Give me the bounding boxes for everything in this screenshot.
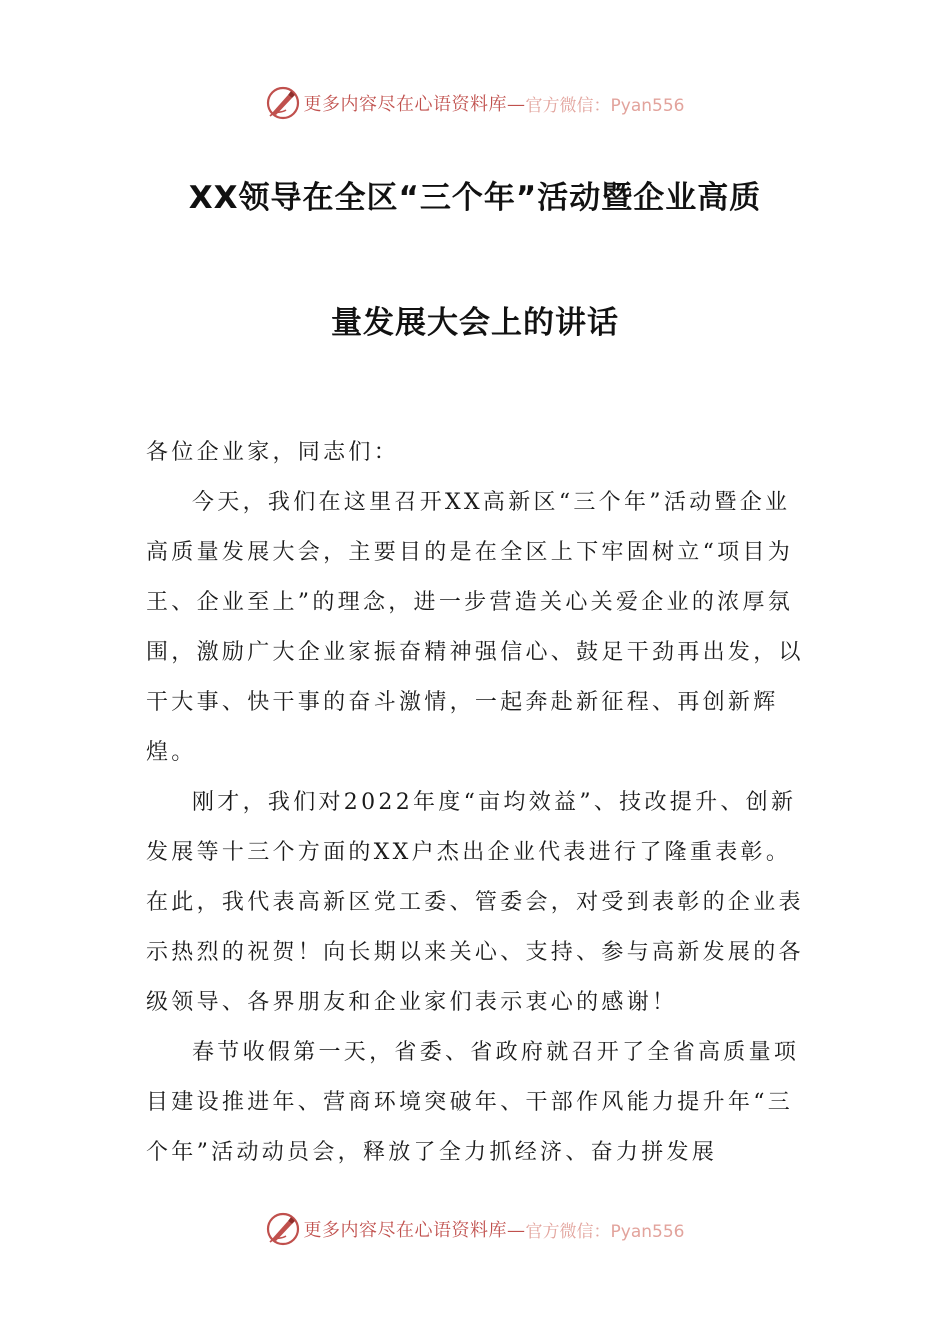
brand-text: 更多内容尽在心语资料库—: [303, 1220, 526, 1241]
paragraph-3: 春节收假第一天，省委、省政府就召开了全省高质量项目建设推进年、营商环境突破年、干部作风能力提升年“三个年”活动动员会，释放了全力抓经济、奋力拼发展: [146, 1040, 800, 1165]
document-title-line-2: 量发展大会上的讲话: [331, 305, 619, 341]
footer-banner: [0, 1209, 950, 1249]
paragraph-1: 今天，我们在这里召开XX高新区“三个年”活动暨企业高质量发展大会，主要目的是在全区上下牢固树立“项目为王、企业至上”的理念，进一步营造关心关爱企业的浓厚氛围，激励广大企业家振奋精神强信心、鼓足干劲再出发，以干大事、快干事的奋斗激情，一起奔赴新征程、再创新辉煌。: [146, 490, 804, 765]
document-title-line-1: XX领导在全区“三个年”活动暨企业高质: [188, 180, 762, 216]
wechat-text: 官方微信：Pyan556: [525, 1221, 685, 1242]
pen-logo-icon: [266, 1212, 300, 1246]
wechat-text: 官方微信：Pyan556: [525, 95, 685, 116]
brand-text: 更多内容尽在心语资料库—: [303, 94, 526, 115]
paragraph-2: 刚才，我们对2022年度“亩均效益”、技改提升、创新发展等十三个方面的XX户杰出企业代表进行了隆重表彰。在此，我代表高新区党工委、管委会，对受到表彰的企业表示热烈的祝贺！向长期以来关心、支持、参与高新发展的各级领导、各界朋友和企业家们表示衷心的感谢！: [146, 790, 804, 1015]
header-banner: [0, 83, 950, 123]
salutation: 各位企业家，同志们：: [146, 440, 400, 465]
pen-logo-icon: [266, 86, 300, 120]
